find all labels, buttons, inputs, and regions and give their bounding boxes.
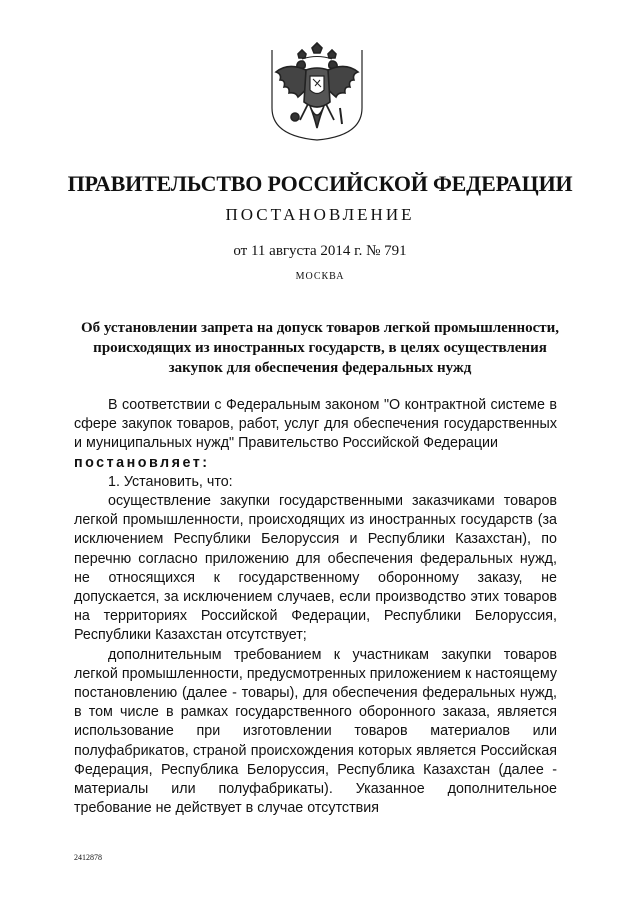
document-date-number: от 11 августа 2014 г. № 791 — [233, 243, 407, 259]
document-city: МОСКВА — [295, 271, 345, 282]
decree-word: постановляет: — [74, 454, 210, 471]
document-type: ПОСТАНОВЛЕНИЕ — [225, 205, 415, 224]
government-title: ПРАВИТЕЛЬСТВО РОССИЙСКОЙ ФЕДЕРАЦИИ — [67, 171, 573, 196]
russian-coat-of-arms-icon — [268, 42, 366, 142]
footer-document-code: 2412878 — [74, 853, 102, 862]
intro-paragraph: В соответствии с Федеральным законом "О контрактной системе в сфере закупок товаров, работ, услуг для обеспечения государственных и муниципальных нужд" Правительство Российской Федерации — [74, 397, 557, 452]
document-subject: Об установлении запрета на допуск товаров легкой промышленности, происходящих из иностранных государств, в целях осуществления закупок для обеспечения федеральных нужд — [80, 320, 560, 376]
document-body — [74, 396, 557, 818]
paragraph-1: осуществление закупки государственными заказчиками товаров легкой промышленности, происходящих из иностранных государств (за исключением Республики Белоруссия и Республики Казахстан), по перечню согласно приложению для обеспечения федеральных нужд, не относящихся к государственному оборонному заказу, не допускается, за исключением случаев, если производство этих товаров на территориях Российской Федерации, Республики Белоруссия, Республики Казахстан отсутствует; — [74, 493, 557, 644]
item-1-heading: 1. Установить, что: — [108, 473, 233, 490]
decree-paragraph — [74, 454, 557, 473]
paragraph-2: дополнительным требованием к участникам закупки товаров легкой промышленности, предусмотренных приложением к настоящему постановлению (далее - товары), для обеспечения федеральных нужд, в том числе в рамках государственного оборонного заказа, является использование при изготовлении товаров материалов или полуфабрикатов, страной происхождения которых является Российская Федерация, Республика Белоруссия, Республика Казахстан (далее - материалы или полуфабрикаты). Указанное дополнительное требование не действует в случае отсутствия — [74, 646, 557, 817]
